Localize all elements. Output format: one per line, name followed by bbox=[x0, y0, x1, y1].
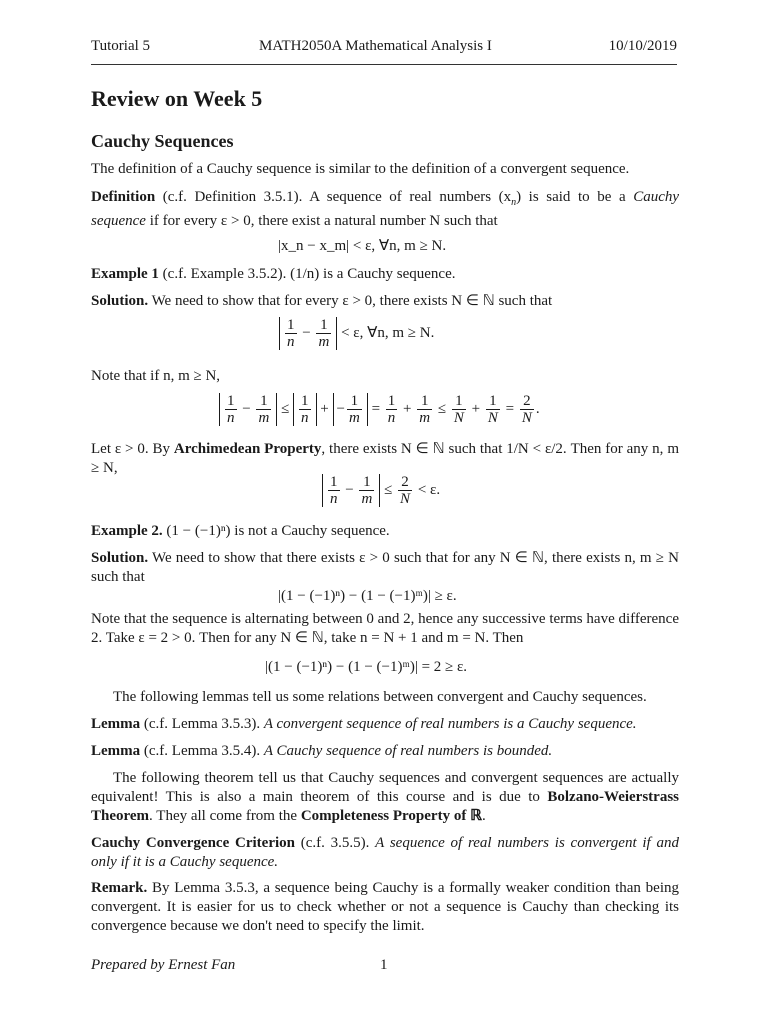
definition-ref: (c.f. Definition 3.5.1). bbox=[162, 189, 303, 205]
definition-text-c: if for every ε > 0, there exist a natural number N such that bbox=[149, 213, 498, 229]
theorem-paragraph bbox=[91, 769, 679, 826]
intro-paragraph: The definition of a Cauchy sequence is similar to the definition of a convergent sequence. bbox=[91, 161, 630, 177]
lemma-1 bbox=[91, 715, 679, 734]
example-2-label: Example 2. bbox=[91, 523, 163, 539]
criterion-label: Cauchy Convergence Criterion bbox=[91, 835, 295, 851]
remark bbox=[91, 879, 679, 936]
archimedean-paragraph bbox=[91, 440, 679, 478]
solution-1-label: Solution. bbox=[91, 293, 149, 309]
footer-page-number: 1 bbox=[380, 957, 388, 973]
equation-1: $\frac{1}{n}$ − $\frac{1}{m}$ < ε, ∀n, m ≥ N. bbox=[279, 317, 434, 350]
solution-2 bbox=[91, 549, 679, 587]
definition-paragraph: Definition (c.f. Definition 3.5.1). A sequence of real numbers $(x_n)$ is said to be a Cauchy sequence if for every ε > 0, there exist a natural number N such that bbox=[91, 189, 680, 229]
theorem-completeness: Completeness Property of ℝ bbox=[300, 808, 482, 824]
criterion-ref: (c.f. 3.5.5). bbox=[300, 835, 370, 851]
theorem-text-b: . They all come from the bbox=[149, 808, 298, 824]
archimedean-text-b: , there exists N ∈ ℕ such that 1/N < ε/2. Then for any n, m ≥ N, bbox=[91, 441, 679, 476]
solution-2-text: We need to show that there exists ε > 0 such that for any N ∈ ℕ, there exists n, m ≥ N such that bbox=[91, 550, 679, 585]
lemma-1-text: A convergent sequence of real numbers is a Cauchy sequence. bbox=[263, 716, 637, 732]
theorem-text-a: The following theorem tell us that Cauchy sequences and convergent sequences are actually equivalent! This is also a main theorem of this course and is due to bbox=[91, 770, 679, 805]
theorem-bolzano: Bolzano-Weierstrass Theorem bbox=[91, 789, 680, 824]
lemma-2 bbox=[91, 742, 679, 761]
remark-text: By Lemma 3.5.3, a sequence being Cauchy is a formally weaker condition than being convergent. It is easier for us to check whether or not a sequence is Cauchy than checking its convergence because we don't need to specify the limit. bbox=[91, 880, 679, 934]
lemma-2-label: Lemma bbox=[91, 743, 141, 759]
example-1-ref: (c.f. Example 3.5.2). bbox=[162, 266, 287, 282]
section-heading: Cauchy Sequences bbox=[91, 131, 234, 151]
theorem-text-c: . bbox=[481, 808, 486, 824]
equation-definition: |x_n − x_m| < ε, ∀n, m ≥ N. bbox=[278, 238, 447, 254]
footer-author: Prepared by Ernest Fan bbox=[91, 957, 236, 973]
note-1: Note that if n, m ≥ N, bbox=[91, 368, 221, 384]
lemmas-intro: The following lemmas tell us some relations between convergent and Cauchy sequences. bbox=[113, 689, 647, 705]
archimedean-text-a: Let ε > 0. By bbox=[91, 441, 171, 457]
example-2 bbox=[91, 522, 679, 541]
running-header bbox=[91, 38, 677, 58]
page-title: Review on Week 5 bbox=[91, 86, 263, 111]
equation-2-tail: . bbox=[535, 400, 540, 417]
example-1-label: Example 1 bbox=[91, 266, 159, 282]
header-course: MATH2050A Mathematical Analysis I bbox=[259, 38, 492, 54]
lemma-2-text: A Cauchy sequence of real numbers is bounded. bbox=[263, 743, 553, 759]
solution-1 bbox=[91, 292, 679, 311]
note-2: Note that the sequence is alternating between 0 and 2, hence any successive terms have difference 2. Take ε = 2 > 0. Then for any N ∈ ℕ, take n = N + 1 and m = N. Then bbox=[91, 611, 679, 646]
example-1-text: (1/n) is a Cauchy sequence. bbox=[290, 266, 456, 282]
solution-1-text: We need to show that for every ε > 0, there exists N ∈ ℕ such that bbox=[151, 293, 553, 309]
definition-term: Cauchy sequence bbox=[91, 189, 680, 229]
lemma-2-ref: (c.f. Lemma 3.5.4). bbox=[143, 743, 261, 759]
equation-2: $\frac{1}{n}$ − $\frac{1}{m}$ ≤ $\frac{1}{n}$ + − $\frac{1}{m}$ = $\frac{1}{n}$ + $\frac{1}{m}$ ≤ $\frac{1}{N}$ + $\frac{1}{N}$ = $\frac{2}{N}$ . bbox=[219, 393, 540, 426]
equation-3: $\frac{1}{n}$ − $\frac{1}{m}$ ≤ $\frac{2}{N}$ < ε. bbox=[322, 474, 440, 507]
criterion-text: A sequence of real numbers is convergent if and only if it is a Cauchy sequence. bbox=[91, 835, 679, 870]
example-1 bbox=[91, 265, 679, 284]
cauchy-criterion bbox=[91, 834, 679, 872]
remark-label: Remark. bbox=[91, 880, 148, 896]
definition-text-b: ) is said to be a bbox=[516, 189, 626, 205]
definition-text-a: A sequence of real numbers (x bbox=[309, 189, 512, 205]
solution-2-label: Solution. bbox=[91, 550, 149, 566]
lemma-1-ref: (c.f. Lemma 3.5.3). bbox=[143, 716, 261, 732]
example-2-text: (1 − (−1)ⁿ) is not a Cauchy sequence. bbox=[166, 523, 390, 539]
header-rule bbox=[91, 64, 677, 65]
equation-4: |(1 − (−1)ⁿ) − (1 − (−1)ᵐ)| ≥ ε. bbox=[278, 588, 457, 604]
header-date: 10/10/2019 bbox=[608, 38, 677, 54]
equation-5: |(1 − (−1)ⁿ) − (1 − (−1)ᵐ)| = 2 ≥ ε. bbox=[265, 659, 468, 675]
equation-3-tail: < ε. bbox=[417, 481, 441, 498]
archimedean-bold: Archimedean Property bbox=[173, 441, 322, 457]
definition-label: Definition bbox=[91, 189, 156, 205]
equation-1-tail: < ε, ∀n, m ≥ N. bbox=[341, 324, 435, 341]
lemma-1-label: Lemma bbox=[91, 716, 141, 732]
header-tutorial: Tutorial 5 bbox=[91, 38, 151, 54]
